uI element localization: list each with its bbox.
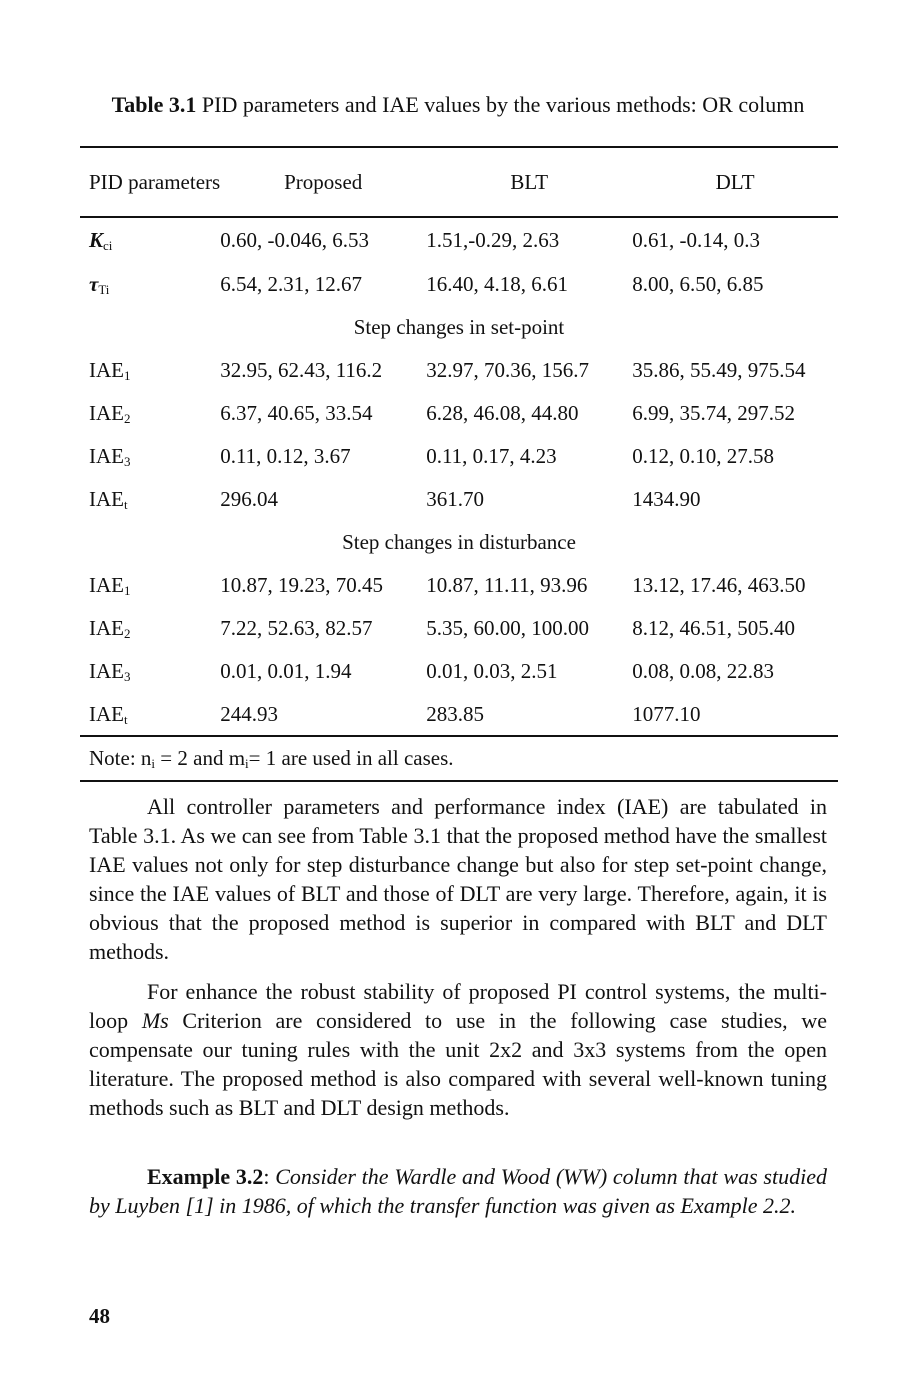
row-label: $IAE_1$ xyxy=(89,573,131,598)
cell-proposed: 7.22, 52.63, 82.57 xyxy=(220,616,373,640)
cell-dlt: 0.12, 0.10, 27.58 xyxy=(632,444,774,468)
cell-proposed: 244.93 xyxy=(220,701,278,726)
cell-proposed: 6.54, 2.31, 12.67 xyxy=(220,272,362,296)
cell-blt: 0.01, 0.03, 2.51 xyxy=(426,659,558,683)
pid-table xyxy=(80,146,838,782)
table-caption-text: PID parameters and IAE values by the various methods: OR column xyxy=(196,92,805,117)
table-row xyxy=(80,392,838,435)
cell-dlt: 1077.10 xyxy=(632,701,701,726)
cell-blt: 6.28, 46.08, 44.80 xyxy=(426,401,579,425)
table-caption-label: Table 3.1 xyxy=(111,92,197,117)
table-row xyxy=(80,349,838,392)
row-label: $IAE_t$ xyxy=(89,701,128,727)
table-row xyxy=(80,435,838,478)
table-row xyxy=(80,607,838,650)
row-label: $IAE_t$ xyxy=(89,487,128,512)
cell-proposed: 296.04 xyxy=(220,487,278,511)
table-note: Note: $n_i = 2$ and $m_i= 1$ are used in all cases. xyxy=(80,736,838,781)
section-row xyxy=(80,306,838,349)
cell-proposed: 10.87, 19.23, 70.45 xyxy=(220,573,383,597)
table-row xyxy=(80,478,838,521)
cell-dlt: 1434.90 xyxy=(632,487,701,511)
header-dlt: DLT xyxy=(715,169,755,194)
row-label: $\tau_{Ti}$ xyxy=(89,272,110,297)
cell-blt: 32.97, 70.36, 156.7 xyxy=(426,358,589,382)
cell-blt: 0.11, 0.17, 4.23 xyxy=(426,444,557,468)
paragraph-example: Example 3.2: Consider the Wardle and Wood (WW) column that was studied by Luyben [1] in 1986, of which the transfer function was given as Example 2.2. xyxy=(89,1164,827,1218)
cell-dlt: 8.12, 46.51, 505.40 xyxy=(632,616,795,640)
header-pid-parameters: PID parameters xyxy=(89,169,221,194)
cell-dlt: 8.00, 6.50, 6.85 xyxy=(632,272,764,296)
cell-blt: 361.70 xyxy=(426,487,484,511)
cell-proposed: 32.95, 62.43, 116.2 xyxy=(220,358,383,382)
row-label: $IAE_1$ xyxy=(89,358,131,383)
row-label: $IAE_2$ xyxy=(89,401,131,426)
row-label: $IAE_2$ xyxy=(89,616,131,641)
cell-blt: 5.35, 60.00, 100.00 xyxy=(426,616,589,640)
table-row xyxy=(80,564,838,607)
cell-proposed: 0.01, 0.01, 1.94 xyxy=(220,659,352,683)
table-row xyxy=(80,693,838,736)
section-row xyxy=(80,521,838,564)
table-header-row xyxy=(80,147,838,217)
cell-blt: 1.51,-0.29, 2.63 xyxy=(426,228,560,252)
section-title-disturbance: Step changes in disturbance xyxy=(342,530,576,554)
cell-proposed: 0.11, 0.12, 3.67 xyxy=(220,444,351,468)
row-label: $IAE_3$ xyxy=(89,659,131,684)
cell-blt: 16.40, 4.18, 6.61 xyxy=(426,272,568,296)
table-row xyxy=(80,263,838,306)
page-number: 48 xyxy=(89,1304,110,1328)
paragraph-1: All controller parameters and performance index (IAE) are tabulated in Table 3.1. As we can see from Table 3.1 that the proposed method have the smallest IAE values not only for step disturbance change but also for step set-point change, since the IAE values of BLT and those of DLT are very large. Therefore, again, it is obvious that the proposed method is superior in compared with BLT and DLT methods. xyxy=(89,794,827,964)
table-caption xyxy=(80,91,836,118)
section-title-setpoint: Step changes in set-point xyxy=(353,315,565,339)
header-blt: BLT xyxy=(510,169,549,194)
cell-dlt: 0.61, -0.14, 0.3 xyxy=(632,228,760,252)
header-proposed: Proposed xyxy=(284,169,363,194)
table-row xyxy=(80,650,838,693)
example-text: Consider the Wardle and Wood (WW) column that was studied by Luyben [1] in 1986, of which the transfer function was given as Example 2.2. xyxy=(89,1164,827,1218)
cell-blt: 283.85 xyxy=(426,701,484,726)
row-label: $K_{ci}$ xyxy=(89,228,113,253)
example-label: Example 3.2 xyxy=(147,1164,264,1189)
cell-dlt: 35.86, 55.49, 975.54 xyxy=(632,358,806,382)
cell-dlt: 13.12, 17.46, 463.50 xyxy=(632,573,806,597)
cell-blt: 10.87, 11.11, 93.96 xyxy=(426,573,588,597)
table-row xyxy=(80,217,838,263)
cell-dlt: 6.99, 35.74, 297.52 xyxy=(632,401,795,425)
paragraph-2: For enhance the robust stability of proposed PI control systems, the multi-loop Ms Criterion are considered to use in the following case studies, we compensate our tuning rules with the unit 2x2 and 3x3 systems from the open literature. The proposed method is also compared with several well-known tuning methods such as BLT and DLT design methods. xyxy=(89,979,827,1120)
cell-proposed: 0.60, -0.046, 6.53 xyxy=(220,228,369,252)
cell-dlt: 0.08, 0.08, 22.83 xyxy=(632,659,774,683)
cell-proposed: 6.37, 40.65, 33.54 xyxy=(220,401,373,425)
table-note-row xyxy=(80,736,838,781)
row-label: $IAE_3$ xyxy=(89,444,131,469)
